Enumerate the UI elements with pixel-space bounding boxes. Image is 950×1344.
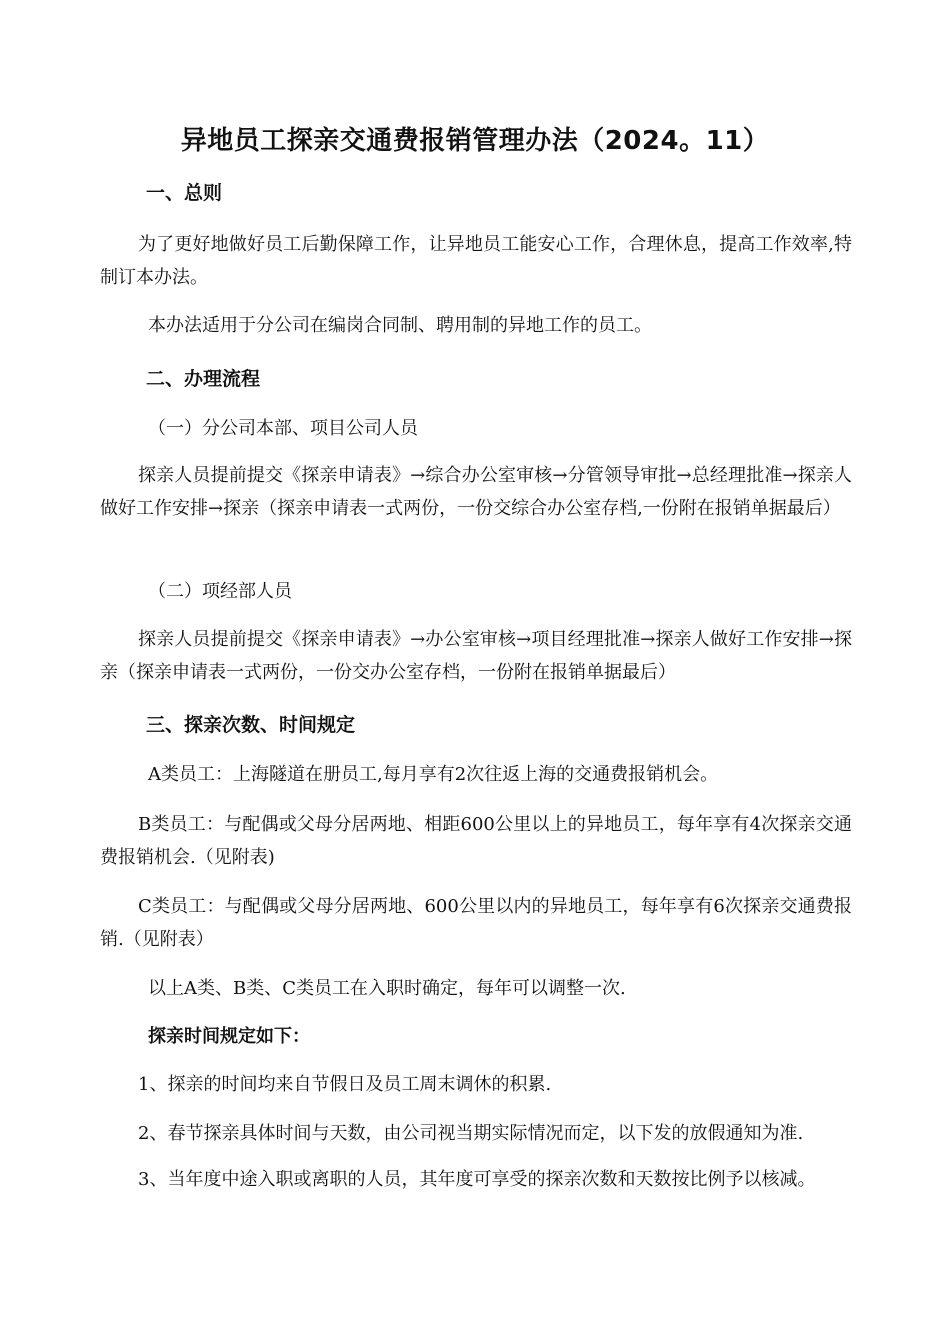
section3-class-a: A类员工：上海隧道在册员工,每月享有2次往返上海的交通费报销机会。 [148, 764, 719, 785]
section3-summary: 以上A类、B类、C类员工在入职时确定，每年可以调整一次. [148, 978, 626, 999]
section3-class-b: B类员工：与配偶或父母分居两地、相距600公里以上的异地员工，每年享有4次探亲交通费报销机会.（见附表) [100, 814, 852, 868]
section2-paragraph-1: 探亲人员提前提交《探亲申请表》→综合办公室审核→分管领导审批→总经理批准→探亲人做好工作安排→探亲（探亲申请表一式两份，一份交综合办公室存档,一份附在报销单据最后） [100, 465, 852, 519]
section3-heading: 三、探亲次数、时间规定 [146, 714, 356, 736]
section3-class-c: C类员工：与配偶或父母分居两地、600公里以内的异地员工，每年享有6次探亲交通费报销.（见附表） [100, 896, 852, 950]
section1-paragraph-2: 本办法适用于分公司在编岗合同制、聘用制的异地工作的员工。 [148, 315, 652, 336]
section3-rule-1: 1、探亲的时间均来自节假日及员工周末调休的积累. [138, 1074, 552, 1095]
section2-heading: 二、办理流程 [146, 368, 261, 390]
section1-heading: 一、总则 [146, 182, 223, 204]
section3-rules-heading: 探亲时间规定如下： [148, 1026, 310, 1047]
section2-paragraph-2: 探亲人员提前提交《探亲申请表》→办公室审核→项目经理批准→探亲人做好工作安排→探亲（探亲申请表一式两份，一份交办公室存档，一份附在报销单据最后） [100, 629, 852, 683]
section3-rule-2: 2、春节探亲具体时间与天数，由公司视当期实际情况而定，以下发的放假通知为准. [138, 1123, 804, 1144]
document-title: 异地员工探亲交通费报销管理办法（2024。11） [180, 126, 770, 156]
section2-subheading-1: （一）分公司本部、项目公司人员 [148, 418, 418, 439]
section1-paragraph-1: 为了更好地做好员工后勤保障工作，让异地员工能安心工作，合理休息，提高工作效率,特制订本办法。 [100, 234, 852, 288]
section3-rule-3: 3、当年度中途入职或离职的人员，其年度可享受的探亲次数和天数按比例予以核减。 [138, 1169, 816, 1190]
section2-subheading-2: （二）项经部人员 [148, 581, 292, 602]
